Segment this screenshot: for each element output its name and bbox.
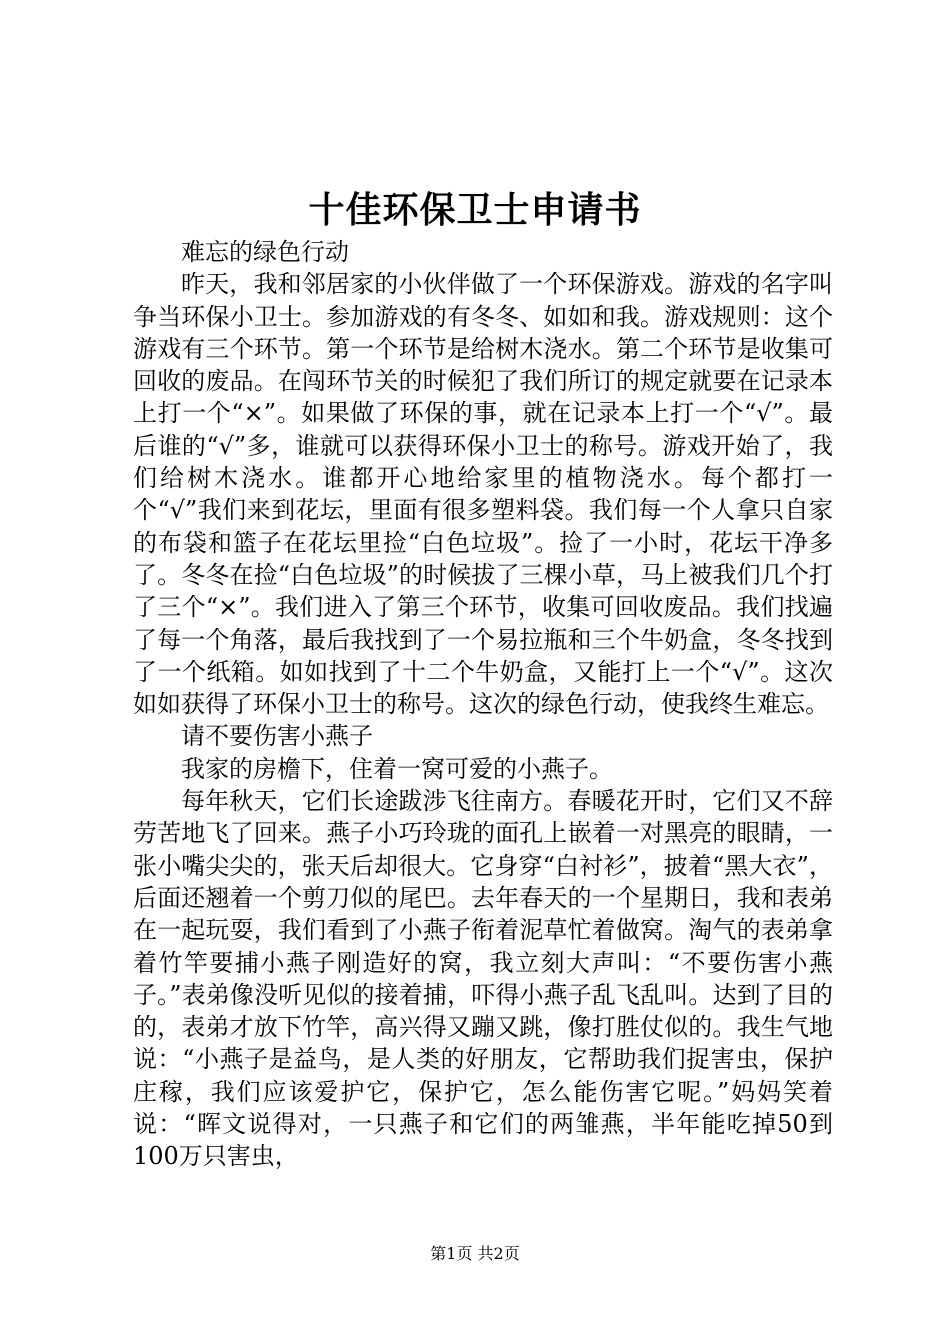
paragraph-swallow-story: 每年秋天，它们长途跋涉飞往南方。春暖花开时，它们又不辞劳苦地飞了回来。燕子小巧玲珑的面孔上嵌着一对黑亮的眼睛，一张小嘴尖尖的，张天后却很大。它身穿“白衬衫”，披着“黑大衣”，后面还翘着一个剪刀似的尾巴。去年春天的一个星期日，我和表弟在一起玩耍，我们看到了小燕子衔着泥草忙着做窝。淘气的表弟拿着竹竿要捕小燕子刚造好的窝，我立刻大声叫：“不要伤害小燕子。”表弟像没听见似的接着捕，吓得小燕子乱飞乱叫。达到了目的的，表弟才放下竹竿，高兴得又蹦又跳，像打胜仗似的。我生气地说：“小燕子是益鸟，是人类的好朋友，它帮助我们捉害虫，保护庄稼，我们应该爱护它，保护它，怎么能伤害它呢。”妈妈笑着说：“晖文说得对，一只燕子和它们的两雏燕，半年能吃掉50到100万只害虫， — [133, 787, 833, 1171]
paragraph-green-action: 昨天，我和邻居家的小伙伴做了一个环保游戏。游戏的名字叫争当环保小卫士。参加游戏的有冬冬、如如和我。游戏规则：这个游戏有三个环节。第一个环节是给树木浇水。第二个环节是收集可回收的废品。在闯环节关的时候犯了我们所订的规定就要在记录本上打一个“×”。如果做了环保的事，就在记录本上打一个“√”。最后谁的“√”多，谁就可以获得环保小卫士的称号。游戏开始了，我们给树木浇水。谁都开心地给家里的植物浇水。每个都打一个“√”我们来到花坛，里面有很多塑料袋。我们每一个人拿只自家的布袋和篮子在花坛里捡“白色垃圾”。捡了一小时，花坛干净多了。冬冬在捡“白色垃圾”的时候拔了三棵小草，马上被我们几个打了三个“×”。我们进入了第三个环节，收集可回收废品。我们找遍了每一个角落，最后我找到了一个易拉瓶和三个牛奶盒，冬冬找到了一个纸箱。如如找到了十二个牛奶盒，又能打上一个“√”。这次如如获得了环保小卫士的称号。这次的绿色行动，使我终生难忘。 — [133, 270, 833, 719]
section-heading-green-action: 难忘的绿色行动 — [181, 238, 349, 266]
paragraph-swallow-intro: 我家的房檐下，住着一窝可爱的小燕子。 — [181, 754, 613, 783]
document-title: 十佳环保卫士申请书 — [308, 189, 642, 231]
page-footer: 第1页 共2页 — [430, 1244, 520, 1263]
document-body — [133, 236, 833, 1173]
section-heading-swallow: 请不要伤害小燕子 — [181, 722, 373, 751]
